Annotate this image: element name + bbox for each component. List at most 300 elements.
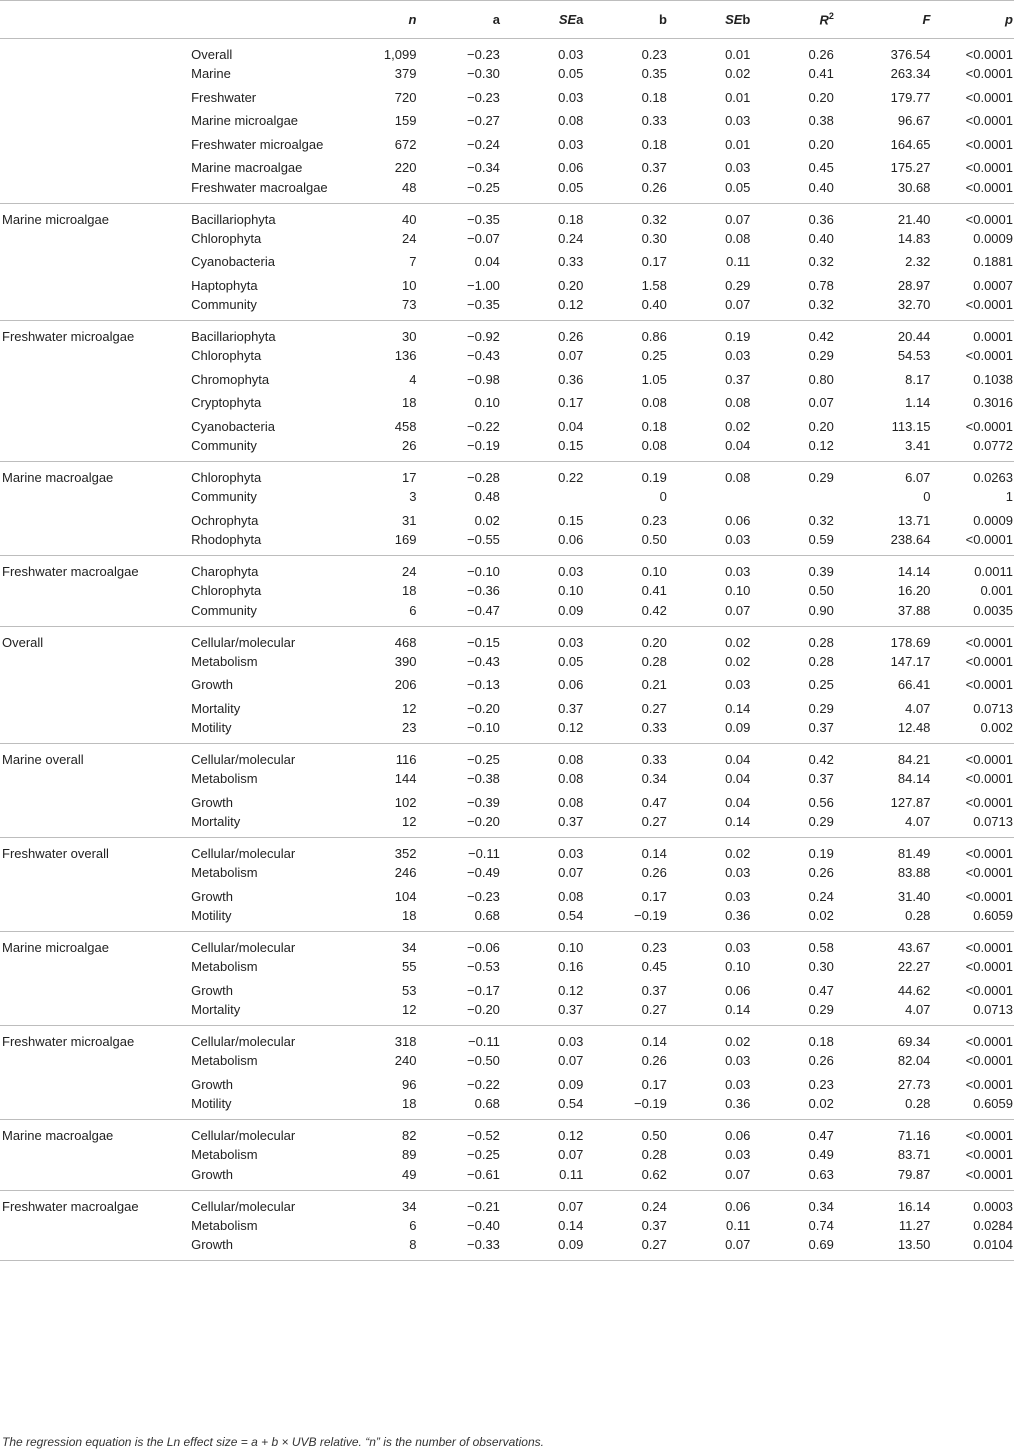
se-a-cell: 0.06 [558,160,584,176]
header-f [834,1,931,39]
subgroup-cell: Community [191,602,257,618]
p-cell: 0.1038 [973,371,1013,387]
se-a-cell: 0.09 [558,602,584,618]
a-cell: −0.34 [467,160,500,176]
se-b-cell: 0.10 [725,583,751,599]
header-r2-base: R [819,12,829,28]
r2-cell: 0.47 [808,1128,834,1143]
p-cell: 0.0003 [973,1198,1013,1214]
p-cell: <0.0001 [965,297,1013,312]
r2-cell: 0.12 [808,438,834,453]
se-a-cell: 0.03 [558,846,584,861]
p-cell: <0.0001 [965,653,1013,669]
a-cell: −0.25 [467,752,500,767]
header-se-a-prefix: SE [558,12,577,27]
subgroup-cell: Ochrophyta [191,512,259,528]
a-cell: −0.10 [467,564,500,579]
se-a-cell: 0.03 [558,1034,584,1049]
se-b-cell: 0.14 [725,700,751,716]
se-b-cell: 0.06 [725,1128,751,1143]
se-b-cell: 0.14 [725,1002,751,1017]
subgroup-cell: Overall [191,47,233,62]
n-cell: 458 [394,418,417,434]
p-cell: <0.0001 [965,179,1013,195]
a-cell: −0.06 [467,940,500,955]
group-label-cell: Marine microalgae [2,940,109,955]
subgroup-cell: Motility [191,720,232,735]
r2-cell: 0.18 [808,1034,834,1049]
header-se-b [667,1,750,39]
a-cell: −0.43 [467,653,500,669]
n-cell: 55 [401,959,417,975]
b-cell: 0.27 [641,700,667,716]
se-b-cell: 0.08 [725,470,751,485]
se-a-cell: 0.09 [558,1076,584,1092]
n-cell: 96 [401,1076,417,1092]
a-cell: −0.28 [467,470,500,485]
table-group [0,203,1014,321]
a-cell: −0.20 [467,814,500,829]
n-cell: 352 [394,846,417,861]
f-cell: 71.16 [897,1128,931,1143]
p-cell: 0.0007 [973,277,1013,293]
se-b-cell: 0.04 [725,771,751,787]
b-cell: 0.21 [641,677,667,693]
se-b-cell: 0.09 [725,720,751,735]
group-label-cell: Freshwater overall [2,846,109,861]
se-a-cell: 0.54 [558,908,584,923]
se-a-cell: 0.33 [558,254,584,270]
subgroup-cell: Metabolism [191,771,258,787]
b-cell: 0 [659,489,667,505]
se-a-cell: 0.12 [558,297,584,312]
se-b-cell: 0.02 [725,653,751,669]
a-cell: −0.13 [467,677,500,693]
n-cell: 1,099 [383,47,417,62]
se-b-cell: 0.07 [725,211,751,227]
n-cell: 318 [394,1034,417,1049]
se-b-cell: 0.07 [725,297,751,312]
table-group [0,626,1014,744]
f-cell: 83.71 [897,1147,931,1163]
b-cell: 0.37 [641,160,667,176]
b-cell: 0.42 [641,602,667,618]
se-a-cell: 0.07 [558,1198,584,1214]
a-cell: −1.00 [467,277,500,293]
r2-cell: 0.28 [808,634,834,650]
f-cell: 0.28 [905,1096,931,1111]
a-cell: −0.40 [467,1217,500,1233]
r2-cell: 0.32 [808,254,834,270]
a-cell: −0.17 [467,982,500,998]
se-a-cell: 0.03 [558,47,584,62]
f-cell: 175.27 [890,160,931,176]
table-row [0,203,1014,227]
header-f-label: F [922,12,931,27]
r2-cell: 0.19 [808,846,834,861]
se-b-cell: 0.03 [725,532,751,547]
a-cell: −0.38 [467,771,500,787]
subgroup-cell: Mortality [191,700,241,716]
b-cell: −0.19 [633,1096,667,1111]
r2-cell: 0.28 [808,653,834,669]
n-cell: 7 [409,254,417,270]
header-a [416,1,499,39]
se-a-cell: 0.37 [558,1002,584,1017]
f-cell: 12.48 [897,720,931,735]
b-cell: 0.14 [641,1034,667,1049]
table-row [0,39,1014,63]
n-cell: 672 [394,136,417,152]
se-a-cell: 0.03 [558,136,584,152]
subgroup-cell: Rhodophyta [191,532,262,547]
r2-cell: 0.29 [808,700,834,716]
a-cell: −0.25 [467,1147,500,1163]
b-cell: 0.18 [641,89,667,105]
p-cell: <0.0001 [965,113,1013,129]
group-label-cell: Freshwater microalgae [2,1034,135,1049]
se-a-cell: 0.08 [558,771,584,787]
f-cell: 113.15 [891,418,931,434]
p-cell: <0.0001 [965,794,1013,810]
subgroup-cell: Cellular/molecular [191,752,296,767]
se-a-cell: 0.15 [558,512,584,528]
b-cell: 0.33 [641,752,667,767]
a-cell: 0.10 [474,395,500,411]
f-cell: 0 [923,489,931,505]
se-a-cell: 0.08 [558,113,584,129]
a-cell: −0.61 [467,1166,500,1182]
table-row [0,321,1014,345]
f-cell: 20.44 [897,329,931,344]
p-cell: 0.6059 [973,1096,1013,1111]
se-a-cell: 0.26 [558,329,584,344]
se-b-cell: 0.04 [725,438,751,453]
n-cell: 18 [401,1096,417,1111]
table-row [0,462,1014,486]
r2-cell: 0.37 [808,771,834,787]
r2-cell: 0.32 [808,297,834,312]
p-cell: 0.0713 [973,814,1013,829]
se-b-cell: 0.37 [725,371,751,387]
r2-cell: 0.25 [808,677,834,693]
header-se-b-prefix: SE [725,12,743,27]
subgroup-cell: Chlorophyta [191,583,262,599]
table-group [0,1190,1014,1261]
se-a-cell: 0.22 [558,470,584,485]
r2-cell: 0.58 [808,940,834,955]
subgroup-cell: Metabolism [191,865,258,881]
n-cell: 116 [395,752,417,767]
p-cell: <0.0001 [965,348,1013,364]
b-cell: 0.27 [641,1002,667,1017]
b-cell: 0.14 [641,846,667,861]
p-cell: <0.0001 [965,1076,1013,1092]
b-cell: 0.17 [641,254,667,270]
a-cell: −0.30 [467,66,500,82]
header-r2-exponent: 2 [828,11,834,22]
header-p-label: p [1005,12,1013,27]
se-b-cell: 0.02 [725,66,751,82]
n-cell: 379 [394,66,417,82]
p-cell: 0.0713 [973,1002,1013,1017]
f-cell: 21.40 [897,211,931,227]
a-cell: 0.48 [474,489,500,505]
r2-cell: 0.02 [808,1096,834,1111]
table-row [0,1026,1014,1050]
r2-cell: 0.23 [808,1076,834,1092]
p-cell: <0.0001 [965,771,1013,787]
n-cell: 720 [394,89,417,105]
table-footnote: The regression equation is the Ln effect size = a + b × UVB relative. “n” is the number of observations. [2,1435,544,1449]
r2-cell: 0.26 [808,47,834,62]
r2-cell: 0.20 [808,89,834,105]
r2-cell: 0.29 [808,348,834,364]
a-cell: −0.20 [467,700,500,716]
se-b-cell: 0.03 [725,564,751,579]
table-group [0,1026,1014,1120]
se-b-cell: 0.14 [725,814,751,829]
f-cell: 30.68 [897,179,931,195]
a-cell: −0.23 [467,888,500,904]
n-cell: 12 [401,814,417,829]
a-cell: 0.68 [474,908,500,923]
r2-cell: 0.24 [808,888,834,904]
p-cell: 0.0011 [974,564,1013,579]
f-cell: 1.14 [905,395,931,411]
subgroup-cell: Growth [191,1237,234,1252]
b-cell: 0.33 [641,113,667,129]
se-b-cell [667,485,750,509]
se-a-cell: 0.20 [558,277,584,293]
p-cell: <0.0001 [965,160,1013,176]
se-a-cell: 0.37 [558,700,584,716]
b-cell: 0.41 [641,583,667,599]
a-cell: −0.07 [467,230,500,246]
n-cell: 6 [409,602,417,618]
group-label-cell: Marine macroalgae [2,1128,114,1143]
a-cell: −0.92 [467,329,500,344]
se-b-cell: 0.05 [725,179,751,195]
se-a-cell: 0.14 [558,1217,584,1233]
subgroup-cell: Metabolism [191,959,258,975]
subgroup-cell: Cyanobacteria [191,254,275,270]
b-cell: 0.26 [641,865,667,881]
subgroup-cell: Chlorophyta [191,470,262,485]
subgroup-cell: Growth [191,888,234,904]
a-cell: −0.36 [467,583,500,599]
f-cell: 2.32 [905,254,931,270]
se-a-cell: 0.17 [558,395,584,411]
se-b-cell: 0.02 [725,1034,751,1049]
n-cell: 12 [401,700,417,716]
subgroup-cell: Cryptophyta [191,395,262,411]
f-cell: 0.28 [905,908,931,923]
p-cell: 0.0104 [973,1237,1013,1252]
se-b-cell: 0.07 [725,602,751,618]
a-cell: 0.68 [474,1096,500,1111]
header-group [0,1,189,39]
f-cell: 79.87 [897,1166,931,1182]
f-cell: 8.17 [905,371,931,387]
b-cell: 0.37 [641,982,667,998]
p-cell: <0.0001 [965,677,1013,693]
se-b-cell: 0.06 [725,982,751,998]
se-a-cell: 0.08 [558,794,584,810]
se-b-cell: 0.29 [725,277,751,293]
a-cell: −0.10 [467,720,500,735]
b-cell: −0.19 [633,908,667,923]
r2-cell: 0.07 [808,395,834,411]
p-cell: <0.0001 [965,940,1013,955]
n-cell: 24 [401,564,417,579]
se-a-cell: 0.03 [558,89,584,105]
header-b-label: b [658,12,667,27]
group-label-cell: Freshwater macroalgae [2,1198,139,1214]
se-b-cell: 0.07 [725,1237,751,1252]
f-cell: 96.67 [897,113,931,129]
b-cell: 0.47 [641,794,667,810]
p-cell: <0.0001 [965,47,1013,62]
se-b-cell: 0.02 [725,418,751,434]
se-b-cell: 0.04 [725,752,751,767]
n-cell: 10 [401,277,417,293]
a-cell: −0.23 [467,47,500,62]
p-cell: <0.0001 [965,1147,1013,1163]
r2-cell: 0.34 [808,1198,834,1214]
table-group [0,1120,1014,1191]
se-b-cell: 0.08 [725,395,751,411]
se-a-cell: 0.36 [558,371,584,387]
p-cell: 0.1881 [973,254,1013,270]
a-cell: −0.11 [467,1034,500,1049]
f-cell: 44.62 [897,982,931,998]
b-cell: 0.28 [641,653,667,669]
se-a-cell: 0.54 [558,1096,584,1111]
table-group [0,321,1014,462]
se-b-cell: 0.01 [725,47,751,62]
se-b-cell: 0.06 [725,1198,751,1214]
f-cell: 178.69 [890,634,931,650]
a-cell: −0.15 [467,634,500,650]
p-cell: <0.0001 [965,634,1013,650]
subgroup-cell: Mortality [191,1002,241,1017]
subgroup-cell: Growth [191,794,234,810]
p-cell: 0.0772 [973,438,1013,453]
r2-cell: 0.49 [808,1147,834,1163]
f-cell: 31.40 [897,888,931,904]
table-row [0,1120,1014,1144]
se-a-cell: 0.09 [558,1237,584,1252]
subgroup-cell: Chlorophyta [191,230,262,246]
f-cell: 4.07 [905,814,931,829]
n-cell: 206 [394,677,417,693]
subgroup-cell: Community [191,297,257,312]
se-b-cell: 0.03 [725,1076,751,1092]
subgroup-cell: Charophyta [191,564,259,579]
p-cell: 0.0284 [973,1217,1013,1233]
n-cell: 240 [394,1053,417,1069]
b-cell: 1.58 [641,277,667,293]
se-a-cell: 0.07 [558,348,584,364]
r2-cell: 0.20 [808,136,834,152]
table-group [0,556,1014,627]
table-group [0,39,1014,204]
f-cell: 13.50 [897,1237,931,1252]
se-b-cell: 0.06 [725,512,751,528]
se-b-cell: 0.11 [726,1217,751,1233]
r2-cell: 0.47 [808,982,834,998]
f-cell: 81.49 [897,846,931,861]
b-cell: 0.33 [641,720,667,735]
se-a-cell: 0.07 [558,1147,584,1163]
p-cell: <0.0001 [965,211,1013,227]
f-cell: 14.83 [897,230,931,246]
r2-cell: 0.32 [808,512,834,528]
p-cell: <0.0001 [965,959,1013,975]
subgroup-cell: Mortality [191,814,241,829]
se-b-cell: 0.19 [725,329,751,344]
n-cell: 246 [394,865,417,881]
r2-cell: 0.74 [808,1217,834,1233]
a-cell: −0.50 [467,1053,500,1069]
subgroup-cell: Metabolism [191,1147,258,1163]
r2-cell: 0.29 [808,470,834,485]
f-cell: 238.64 [890,532,931,547]
n-cell: 89 [401,1147,417,1163]
a-cell: −0.21 [467,1198,500,1214]
p-cell: <0.0001 [965,1053,1013,1069]
r2-cell: 0.42 [808,329,834,344]
f-cell: 14.14 [897,564,931,579]
r2-cell: 0.41 [808,66,834,82]
b-cell: 0.23 [641,940,667,955]
n-cell: 136 [394,348,417,364]
subgroup-cell: Metabolism [191,1053,258,1069]
f-cell: 164.65 [890,136,931,152]
f-cell: 43.67 [897,940,931,955]
header-se-b-suffix: b [742,12,751,27]
b-cell: 1.05 [641,371,667,387]
p-cell: <0.0001 [965,136,1013,152]
a-cell: −0.55 [467,532,500,547]
f-cell: 147.17 [890,653,931,669]
n-cell: 17 [401,470,417,485]
table-row [0,932,1014,956]
b-cell: 0.24 [641,1198,667,1214]
n-cell: 23 [401,720,417,735]
f-cell: 82.04 [897,1053,931,1069]
b-cell: 0.45 [641,959,667,975]
r2-cell: 0.45 [808,160,834,176]
subgroup-cell: Bacillariophyta [191,329,276,344]
b-cell: 0.17 [641,1076,667,1092]
n-cell: 3 [409,489,417,505]
r2-cell: 0.38 [808,113,834,129]
r2-cell: 0.36 [808,211,834,227]
b-cell: 0.27 [641,814,667,829]
se-b-cell: 0.03 [725,677,751,693]
se-a-cell: 0.03 [558,634,584,650]
group-label-cell [0,39,189,204]
se-a-cell: 0.12 [558,982,584,998]
n-cell: 49 [401,1166,417,1182]
se-a-cell: 0.08 [558,888,584,904]
f-cell: 16.20 [897,583,931,599]
f-cell: 66.41 [897,677,931,693]
r2-cell: 0.56 [808,794,834,810]
r2-cell: 0.20 [808,418,834,434]
